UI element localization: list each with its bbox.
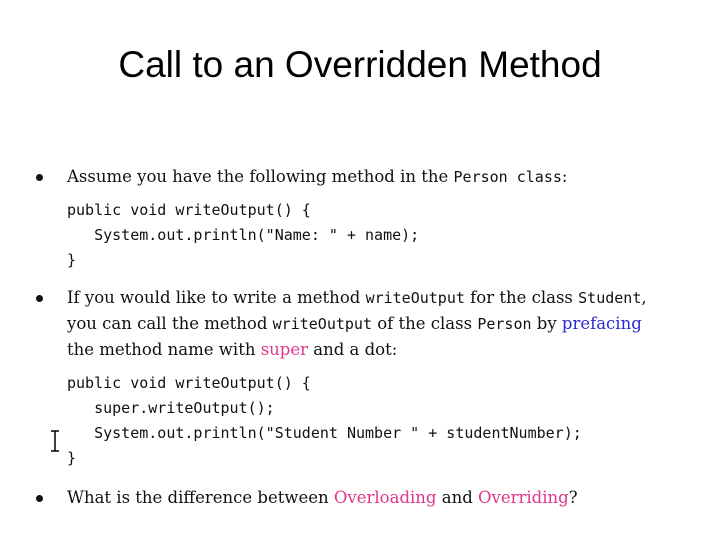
bullet2-line1-mid: for the class bbox=[464, 288, 579, 307]
method-name-writeoutput: writeOutput bbox=[272, 315, 372, 333]
bullet3-question-mark: ? bbox=[568, 488, 578, 507]
bullet-marker bbox=[36, 295, 43, 302]
bullet2-line1-end: , bbox=[641, 288, 647, 307]
code-line: super.writeOutput(); bbox=[67, 399, 275, 417]
bullet2-line3-end: and a dot: bbox=[308, 340, 398, 359]
bullet1-colon: : bbox=[561, 167, 568, 186]
code-line: } bbox=[67, 449, 77, 467]
code-line: } bbox=[67, 251, 77, 269]
person-class-name: Person class bbox=[453, 168, 562, 186]
code-line: System.out.println("Student Number " + studentNumber); bbox=[67, 424, 582, 442]
highlight-overriding: Overriding bbox=[478, 488, 569, 507]
bullet2-line3-text: the method name with bbox=[67, 340, 261, 359]
bullet2-line2-text: you can call the method bbox=[67, 314, 273, 333]
class-name-person: Person bbox=[477, 315, 532, 333]
bullet3-text: What is the difference between bbox=[67, 488, 334, 507]
bullet-assume-method bbox=[67, 164, 567, 190]
bullet-marker bbox=[36, 174, 43, 181]
class-name-student: Student bbox=[578, 289, 642, 307]
bullet2-line1-text: If you would like to write a method bbox=[67, 288, 366, 307]
bullet-write-output bbox=[67, 285, 647, 363]
highlight-overloading: Overloading bbox=[333, 488, 437, 507]
bullet1-text: Assume you have the following method in the bbox=[67, 167, 454, 186]
code-line: public void writeOutput() { bbox=[67, 201, 311, 219]
code-line: public void writeOutput() { bbox=[67, 374, 311, 392]
bullet-marker bbox=[36, 495, 43, 502]
code-block-student bbox=[67, 371, 582, 471]
bullet2-line2-by: by bbox=[531, 314, 562, 333]
code-block-person bbox=[67, 198, 419, 273]
highlight-super: super bbox=[260, 340, 309, 359]
slide-title: Call to an Overridden Method bbox=[118, 44, 602, 85]
bullet3-and: and bbox=[436, 488, 479, 507]
code-line: System.out.println("Name: " + name); bbox=[67, 226, 420, 244]
bullet-difference-question bbox=[67, 485, 578, 511]
text-cursor-icon bbox=[50, 430, 60, 452]
bullet2-line2-mid: of the class bbox=[371, 314, 478, 333]
method-name-writeoutput: writeOutput bbox=[365, 289, 465, 307]
highlight-prefacing: prefacing bbox=[561, 314, 642, 333]
